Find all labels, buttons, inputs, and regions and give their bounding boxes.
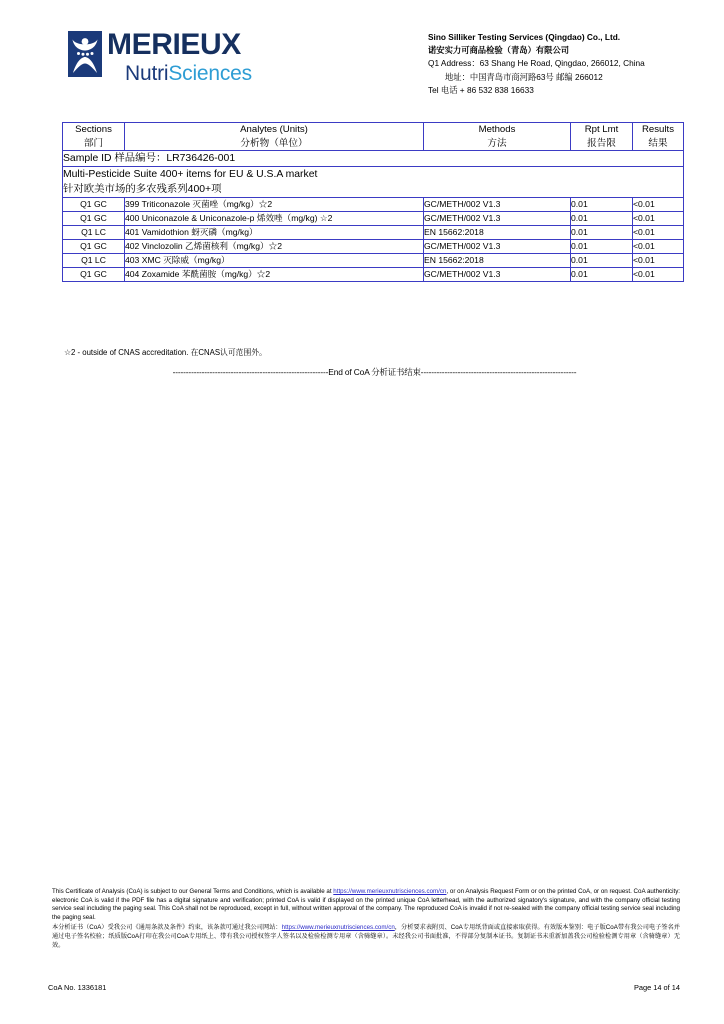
footer-disclaimer-cn (52, 923, 680, 950)
row-section: Q1 GC (63, 268, 125, 282)
row-analyte: 402 Vinclozolin 乙烯菌核利（mg/kg）☆2 (125, 240, 424, 254)
footer-bottom-bar (48, 983, 680, 992)
column-header-methods-en: Methods (478, 124, 516, 135)
row-rpt-lmt: 0.01 (571, 254, 633, 268)
table-row (63, 254, 684, 268)
row-analyte: 404 Zoxamide 苯酰菌胺（mg/kg）☆2 (125, 268, 424, 282)
company-address-en: Q1 Address：63 Shang He Road, Qingdao, 266012, China (428, 58, 645, 69)
cnas-footnote: ☆2 - outside of CNAS accreditation. 在CNAS认可范围外。 (64, 348, 267, 357)
column-header-analytes (125, 123, 424, 151)
sample-id-row (63, 151, 684, 167)
table-row (63, 226, 684, 240)
row-section: Q1 GC (63, 212, 125, 226)
column-header-rpt-lmt-en: Rpt Lmt (584, 124, 619, 135)
row-section: Q1 LC (63, 226, 125, 240)
row-rpt-lmt: 0.01 (571, 240, 633, 254)
row-result: <0.01 (633, 226, 684, 240)
footer-link-cn[interactable]: https://www.merieuxnutrisciences.com/cn (281, 924, 395, 932)
suite-title-cn: 针对欧美市场的多农残系列400+项 (63, 184, 222, 195)
logo-sciences-text: Sciences (168, 62, 252, 85)
column-header-analytes-en: Analytes (Units) (240, 124, 308, 135)
row-rpt-lmt: 0.01 (571, 226, 633, 240)
row-rpt-lmt: 0.01 (571, 212, 633, 226)
results-table-body (63, 151, 684, 282)
row-result: <0.01 (633, 268, 684, 282)
table-row (63, 240, 684, 254)
footer-disclaimer-en-part2: , or on Analysis Request Form or on the printed CoA, or on request. CoA authenticity: electronic CoA is valid if the PDF file has a digital signature and verification; printed CoA is valid if displayed on the printed unique CoA letterhead, with the authorized signatory's signature, and with the company official testing service seal including the paging seal. This CoA shall not be reproduced, except in full, without written approval of the company. The reproduced CoA is invalid if not re-sealed with the company official testing service seal including the paging seal. (52, 888, 681, 921)
row-method: GC/METH/002 V1.3 (424, 268, 571, 282)
row-result: <0.01 (633, 254, 684, 268)
table-row (63, 268, 684, 282)
row-analyte: 403 XMC 灭除威（mg/kg） (125, 254, 424, 268)
row-section: Q1 GC (63, 240, 125, 254)
table-row (63, 198, 684, 212)
column-header-sections-en: Sections (75, 124, 112, 135)
merieux-people-mark-icon (68, 31, 102, 77)
company-name-en: Sino Silliker Testing Services (Qingdao) Co., Ltd. (428, 32, 621, 42)
footer-disclaimer-cn-part2: ，分析要求表附页、CoA专用纸背面或直接索取获得。有效版本鉴别：电子版CoA带有我公司电子签名并通过电子签名校验；纸质版CoA打印在我公司CoA专用纸上、带有我公司授权签字人签名以及检验检测专用章（含骑缝章）。未经我公司书面批准，不得部分复制本证书。复制证书未重新加盖我公司检验检测专用章（含骑缝章）无效。 (52, 924, 680, 950)
company-info-block (428, 31, 645, 97)
company-telephone: Tel 电话 + 86 532 838 16633 (428, 84, 534, 95)
column-header-results-en: Results (642, 124, 674, 135)
row-result: <0.01 (633, 212, 684, 226)
merieux-logo (68, 30, 252, 84)
sample-id-label: Sample ID 样品编号：LR736426-001 (63, 151, 684, 167)
column-header-analytes-cn: 分析物（单位） (240, 137, 308, 149)
row-analyte: 399 Triticonazole 灭菌唑（mg/kg）☆2 (125, 198, 424, 212)
column-header-rpt-lmt (571, 123, 633, 151)
column-header-rpt-lmt-cn: 报告限 (587, 137, 616, 149)
suite-title-row (63, 167, 684, 198)
logo-wordmark-primary: MERIEUX (107, 28, 241, 61)
row-result: <0.01 (633, 198, 684, 212)
results-table-wrapper (62, 122, 683, 282)
row-method: EN 15662:2018 (424, 254, 571, 268)
company-name-cn: 诺安实力可商品检验（青岛）有限公司 (428, 45, 570, 56)
row-method: GC/METH/002 V1.3 (424, 212, 571, 226)
row-method: GC/METH/002 V1.3 (424, 198, 571, 212)
column-header-sections (63, 123, 125, 151)
row-analyte: 401 Vamidothion 蚜灭磷（mg/kg） (125, 226, 424, 240)
footer-link-en[interactable]: https://www.merieuxnutrisciences.com/cn (333, 888, 447, 895)
company-address-cn: 地址：中国青岛市商河路63号 邮编 266012 (445, 71, 603, 82)
logo-wordmark-secondary (125, 63, 252, 84)
row-section: Q1 LC (63, 254, 125, 268)
column-header-results (633, 123, 684, 151)
row-rpt-lmt: 0.01 (571, 198, 633, 212)
footer-disclaimer-en-part1: This Certificate of Analysis (CoA) is subject to our General Terms and Conditions, which is available at (52, 888, 334, 895)
row-method: GC/METH/002 V1.3 (424, 240, 571, 254)
row-method: EN 15662:2018 (424, 226, 571, 240)
suite-title (63, 167, 684, 198)
row-analyte: 400 Uniconazole & Uniconazole-p 烯效唑（mg/kg) ☆2 (125, 212, 424, 226)
page-header (0, 0, 724, 112)
footer-disclaimer-en (52, 888, 680, 922)
suite-title-en: Multi-Pesticide Suite 400+ items for EU & U.S.A market (63, 169, 318, 180)
logo-nutri-text: Nutri (125, 62, 169, 85)
row-result: <0.01 (633, 240, 684, 254)
table-header-row (63, 123, 684, 151)
column-header-methods (424, 123, 571, 151)
end-of-coa-divider: -----------------------------------------------------------End of CoA 分析证书结束----------------------------------------------------------- (172, 367, 577, 377)
page-number: Page 14 of 14 (633, 983, 680, 992)
footer-disclaimer-cn-part1: 本分析证书（CoA）受我公司《通用条款及条件》约束，该条款可通过我公司网站： (52, 924, 282, 932)
column-header-methods-cn: 方法 (487, 137, 507, 149)
column-header-sections-cn: 部门 (83, 137, 104, 149)
page-footer (52, 888, 680, 950)
row-rpt-lmt: 0.01 (571, 268, 633, 282)
column-header-results-cn: 结果 (648, 137, 668, 149)
row-section: Q1 GC (63, 198, 125, 212)
coa-number: CoA No. 1336181 (48, 983, 107, 992)
table-row (63, 212, 684, 226)
results-table (62, 122, 684, 282)
